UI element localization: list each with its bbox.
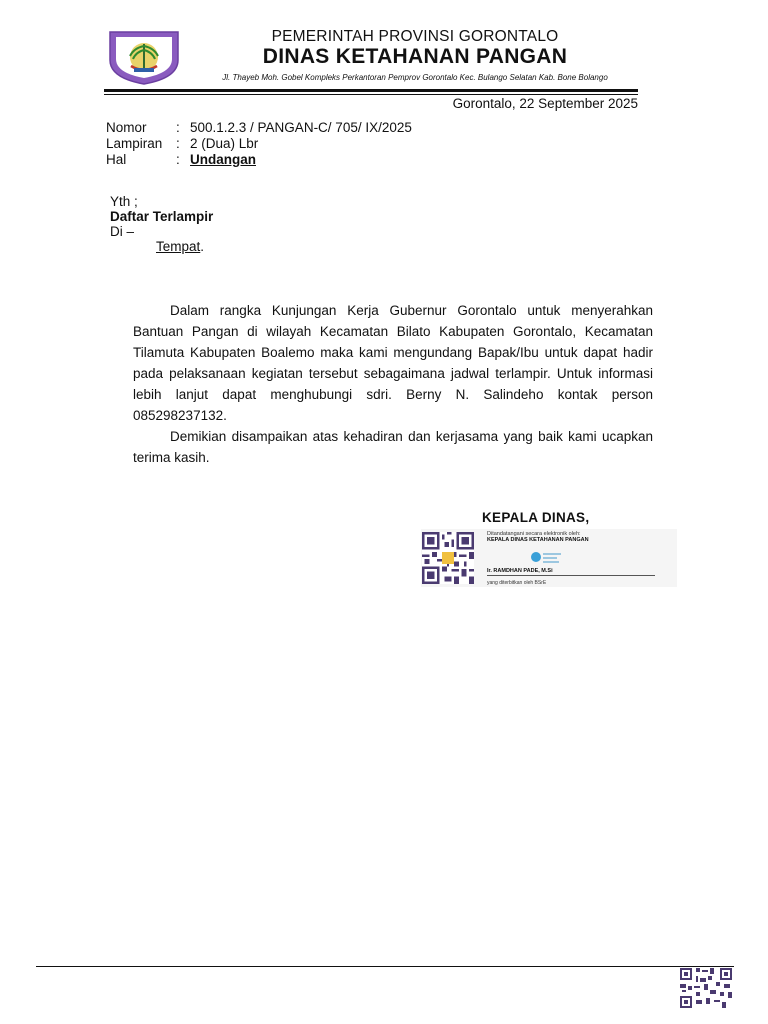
footer-rule: [36, 966, 734, 967]
letterhead-address: Jl. Thayeb Moh. Gobel Kompleks Perkantoran Pemprov Gorontalo Kec. Bulango Selatan Kab. Bone Bolango: [222, 73, 608, 82]
letterhead-government-name: PEMERINTAH PROVINSI GORONTALO: [271, 28, 559, 45]
meta-key: Nomor: [106, 120, 147, 135]
recipient-di: Di –: [110, 224, 135, 239]
recipient-place-line: [156, 239, 204, 254]
recipient-place: Tempat: [156, 239, 201, 254]
meta-row-hal: [106, 152, 506, 168]
letterhead-thin-rule: [104, 94, 638, 95]
meta-colon: :: [176, 136, 180, 151]
letterhead-agency-name: DINAS KETAHANAN PANGAN: [262, 45, 568, 68]
meta-colon: :: [176, 120, 180, 135]
body-paragraph-2: Demikian disampaikan atas kehadiran dan kerjasama yang baik kami ucapkan terima kasih.: [133, 429, 653, 465]
stamp-signed-by-label: Ditandatangani secara elektronik oleh:: [487, 531, 581, 537]
meta-value: 2 (Dua) Lbr: [190, 136, 259, 151]
recipient-greeting: Yth ;: [110, 194, 138, 209]
meta-value: 500.1.2.3 / PANGAN-C/ 705/ IX/2025: [190, 120, 412, 135]
stamp-divider: [487, 575, 655, 576]
meta-key: Hal: [106, 152, 127, 167]
bsre-logo-icon: [530, 549, 564, 565]
meta-value-subject: Undangan: [190, 152, 256, 167]
meta-row-lampiran: [106, 136, 506, 152]
recipient-name: Daftar Terlampir: [110, 209, 214, 224]
signature-title: KEPALA DINAS,: [482, 510, 590, 525]
meta-row-nomor: [106, 120, 506, 136]
stamp-issuer: yang diterbitkan oleh BSrE: [487, 580, 547, 586]
signature-qr-code-icon: [422, 532, 474, 584]
recipient-place-suffix: .: [200, 239, 205, 254]
meta-colon: :: [176, 152, 180, 167]
meta-key: Lampiran: [106, 136, 163, 151]
letterhead-thick-rule: [104, 89, 638, 92]
letter-date: Gorontalo, 22 September 2025: [452, 96, 638, 111]
provincial-emblem-logo: [104, 26, 184, 86]
body-paragraph-1: Dalam rangka Kunjungan Kerja Gubernur Gorontalo untuk menyerahkan Bantuan Pangan di wilayah Kecamatan Bilato Kabupaten Gorontalo, Kecamatan Tilamuta Kabupaten Boalemo maka kami mengundang Bapak/Ibu untuk dapat hadir pada pelaksanaan kegiatan tersebut sebagaimana jadwal terlampir. Untuk informasi lebih lanjut dapat menghubungi sdri. Berny N. Salindeho kontak person 085298237132.: [133, 303, 653, 423]
stamp-position: KEPALA DINAS KETAHANAN PANGAN: [487, 537, 589, 543]
footer-qr-code-icon: [680, 968, 732, 1008]
signer-name: Ir. RAMDHAN PADE, M.Si: [487, 568, 553, 574]
